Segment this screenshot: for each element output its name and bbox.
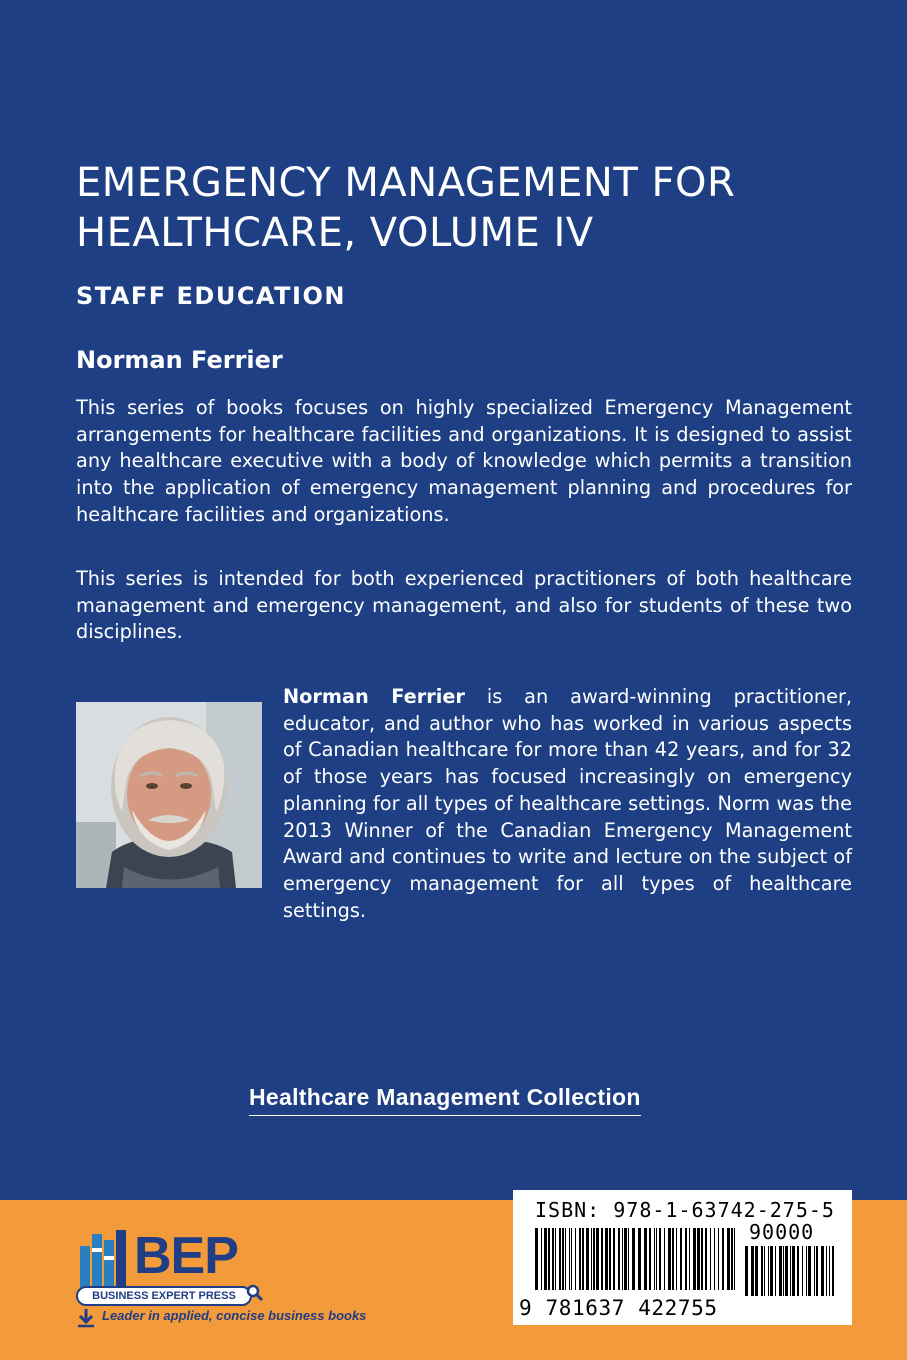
title-line-2: HEALTHCARE, VOLUME IV xyxy=(76,210,594,256)
barcode-bar xyxy=(783,1246,784,1296)
publisher-logo-text: BEP xyxy=(134,1227,238,1285)
barcode-bar xyxy=(559,1228,561,1290)
barcode-bar xyxy=(761,1246,763,1296)
barcode-bar xyxy=(628,1228,629,1290)
barcode-bar xyxy=(714,1228,715,1290)
barcode-bar xyxy=(727,1228,730,1290)
magnifier-icon xyxy=(246,1284,264,1302)
barcode-bar xyxy=(755,1246,758,1296)
ean-barcode-bars xyxy=(535,1228,735,1290)
barcode-bar xyxy=(680,1228,682,1290)
barcode-bar xyxy=(832,1246,834,1296)
barcode-bar xyxy=(562,1228,564,1290)
collection-label: Healthcare Management Collection xyxy=(249,1084,641,1116)
ean-number: 9 781637 422755 xyxy=(519,1296,718,1320)
title-line-1: EMERGENCY MANAGEMENT FOR xyxy=(76,160,736,206)
barcode-bar xyxy=(624,1228,627,1290)
barcode-bar xyxy=(768,1246,769,1296)
barcode-bar xyxy=(701,1228,703,1290)
barcode-bar xyxy=(668,1228,671,1290)
barcode-bar xyxy=(575,1228,576,1290)
barcode-bar xyxy=(659,1228,661,1290)
barcode-bar xyxy=(697,1228,700,1290)
barcode-bar xyxy=(779,1246,782,1296)
barcode-bar xyxy=(710,1228,711,1290)
barcode-bar xyxy=(672,1228,674,1290)
isbn-label: ISBN: 978-1-63742-275-5 xyxy=(535,1198,835,1222)
barcode-bar xyxy=(785,1246,788,1296)
barcode-bar xyxy=(816,1246,818,1296)
barcode-bar xyxy=(552,1228,554,1290)
publisher-logo xyxy=(76,1222,367,1332)
barcode-bar xyxy=(569,1228,570,1290)
barcode-bar xyxy=(734,1228,735,1290)
barcode-bar xyxy=(649,1228,651,1290)
isbn-barcode xyxy=(513,1190,852,1325)
barcode-bar xyxy=(821,1246,824,1296)
author-photo xyxy=(76,702,262,888)
description-paragraph-1: This series of books focuses on highly specialized Emergency Management arrangements for healthcare facilities and organizations. It is designed to assist any healthcare executive with a body of knowledge which permits a transition into the application of emergency management planning and procedures for healthcare facilities and organizations. xyxy=(76,396,852,526)
barcode-bar xyxy=(792,1246,795,1296)
barcode-bar xyxy=(601,1228,603,1290)
barcode-bar xyxy=(705,1228,707,1290)
barcode-bar xyxy=(596,1228,599,1290)
book-title xyxy=(76,158,856,258)
description-paragraph-2: This series is intended for both experienced practitioners of both healthcare management and emergency management, and also for students of these two disciplines. xyxy=(76,567,852,644)
barcode-bar xyxy=(770,1246,773,1296)
price-code: 90000 xyxy=(749,1220,815,1244)
barcode-bar xyxy=(632,1228,635,1290)
barcode-bar xyxy=(826,1246,827,1296)
barcode-bar xyxy=(689,1228,690,1290)
barcode-bar xyxy=(722,1228,724,1290)
barcode-bar xyxy=(814,1246,815,1296)
barcode-bar xyxy=(808,1246,811,1296)
barcode-bar xyxy=(764,1246,765,1296)
barcode-bar xyxy=(829,1246,830,1296)
barcode-bar xyxy=(582,1228,584,1290)
barcode-bar xyxy=(586,1228,589,1290)
barcode-bar xyxy=(806,1246,807,1296)
book-subtitle: STAFF EDUCATION xyxy=(76,282,346,310)
barcode-bar xyxy=(718,1228,719,1290)
barcode-bar xyxy=(565,1228,566,1290)
barcode-bar xyxy=(656,1228,657,1290)
barcode-bar xyxy=(685,1228,687,1290)
barcode-bar xyxy=(797,1246,799,1296)
barcode-bar xyxy=(613,1228,615,1290)
barcode-bar xyxy=(622,1228,623,1290)
barcode-bar xyxy=(638,1228,641,1290)
barcode-bar xyxy=(676,1228,677,1290)
barcode-bar xyxy=(802,1246,803,1296)
barcode-bar xyxy=(693,1228,696,1290)
barcode-bar xyxy=(731,1228,733,1290)
barcode-bar xyxy=(775,1246,776,1296)
author-bio xyxy=(283,684,852,924)
publisher-tagline: Leader in applied, concise business books xyxy=(102,1308,367,1323)
download-arrow-icon xyxy=(76,1308,96,1328)
barcode-bar xyxy=(605,1228,608,1290)
barcode-bar xyxy=(618,1228,620,1290)
barcode-bar xyxy=(644,1228,647,1290)
barcode-bar xyxy=(544,1228,547,1290)
barcode-bar xyxy=(555,1228,556,1290)
author-portrait-icon xyxy=(76,702,262,888)
books-stack-icon xyxy=(78,1226,138,1290)
bio-author-name: Norman Ferrier xyxy=(283,685,465,708)
barcode-bar xyxy=(654,1228,655,1290)
barcode-bar xyxy=(790,1246,791,1296)
bio-text: is an award-winning practitioner, educator, and author who has worked in various aspects of Canadian healthcare for more than 42 years, and for 32 of those years has focused increasingly on emergency planning for all types of healthcare settings. Norm was the 2013 Winner of the Canadian Emergency Management Award and continues to write and lecture on the subject of emergency management for all types of healthcare settings. xyxy=(283,685,852,922)
author-name: Norman Ferrier xyxy=(76,346,283,374)
barcode-bar xyxy=(593,1228,595,1290)
barcode-bar xyxy=(751,1246,754,1296)
addon-barcode-bars xyxy=(745,1246,835,1296)
barcode-bar xyxy=(548,1228,550,1290)
publisher-name: BUSINESS EXPERT PRESS xyxy=(76,1286,252,1306)
barcode-bar xyxy=(664,1228,665,1290)
barcode-bar xyxy=(541,1228,542,1290)
barcode-bar xyxy=(535,1228,538,1290)
barcode-bar xyxy=(579,1228,581,1290)
barcode-bar xyxy=(571,1228,572,1290)
barcode-bar xyxy=(609,1228,611,1290)
barcode-bar xyxy=(745,1246,748,1296)
barcode-bar xyxy=(591,1228,592,1290)
